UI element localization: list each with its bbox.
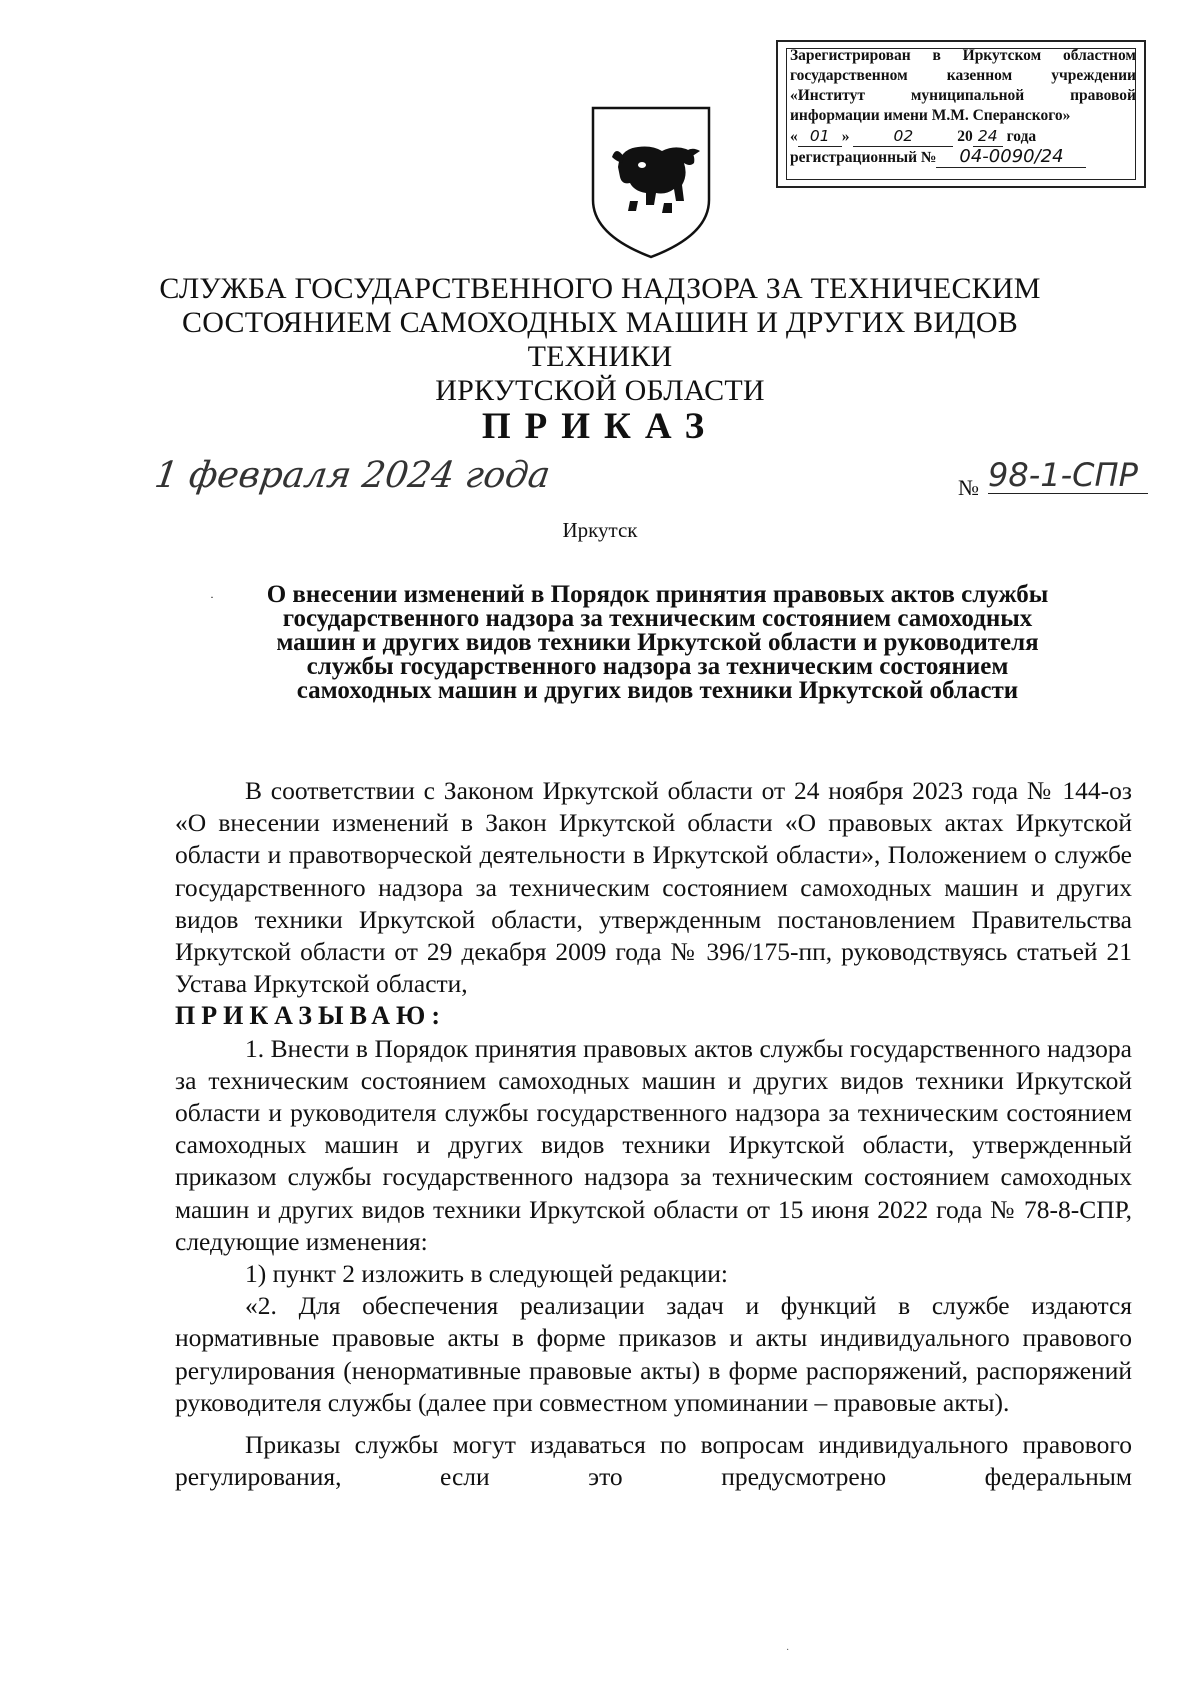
- agency-line-3: ИРКУТСКОЙ ОБЛАСТИ: [435, 374, 765, 407]
- stamp-line-4: информации имени М.М. Сперанского»: [790, 107, 1071, 124]
- city-name: Иркутск: [562, 518, 638, 542]
- subject-line-3: машин и других видов техники Иркутской области и руководителя: [276, 629, 1039, 656]
- scan-mark: ·: [210, 590, 214, 604]
- subject-line-4: службы государственного надзора за техническим состоянием: [306, 653, 1009, 680]
- stamp-reg-label: регистрационный №: [790, 149, 937, 166]
- scan-speck: ·: [786, 1645, 790, 1656]
- subject-line-2: государственного надзора за техническим состоянием самоходных: [282, 605, 1033, 632]
- agency-line-1: СЛУЖБА ГОСУДАРСТВЕННОГО НАДЗОРА ЗА ТЕХНИЧЕСКИМ: [159, 272, 1041, 305]
- stamp-line-2: государственном казенном учреждении: [790, 67, 1136, 84]
- document-body: [175, 775, 1132, 1493]
- stamp-line-3: «Институт муниципальной правовой: [790, 87, 1136, 104]
- subject-line-5: самоходных машин и других видов техники Иркутской области: [296, 677, 1019, 704]
- stamp-date-month: 02: [853, 126, 953, 147]
- stamp-year-label: года: [1006, 128, 1037, 145]
- stamp-year-suffix: 24: [973, 126, 1003, 147]
- handwritten-number: 98-1-СПР: [988, 457, 1148, 494]
- preamble-paragraph: В соответствии с Законом Иркутской области от 24 ноября 2023 года № 144-оз «О внесении изменений в Закон Иркутской области «О правовых актах Иркутской области и правотворческой деятельности в Иркутской области», Положением о службе государственного надзора за техническим состоянием самоходных машин и других видов техники Иркутской области, утвержденным постановлением Правительства Иркутской области от 29 декабря 2009 года № 396/175-пп, руководствуясь статьей 21 Устава Иркутской области,: [175, 776, 1132, 999]
- stamp-reg-row: [790, 147, 1136, 168]
- agency-line-2: СОСТОЯНИЕМ САМОХОДНЫХ МАШИН И ДРУГИХ ВИДОВ ТЕХНИКИ: [182, 306, 1018, 373]
- registration-stamp: [776, 40, 1146, 188]
- stamp-year-prefix: 20: [957, 128, 973, 145]
- item-1-paragraph: 1. Внести в Порядок принятия правовых актов службы государственного надзора за техническим состоянием самоходных машин и других видов техники Иркутской области и руководителя службы государственного надзора за техническим состоянием самоходных машин и других видов техники Иркутской области, утвержденный приказом службы государственного надзора за техническим состоянием самоходных машин и других видов техники Иркутской области от 15 июня 2022 года № 78-8-СПР, следующие изменения:: [175, 1033, 1132, 1256]
- stamp-date-day: 01: [798, 126, 842, 147]
- subitem-1-paragraph: 1) пункт 2 изложить в следующей редакции:: [245, 1259, 728, 1289]
- document-type-title: ПРИКАЗ: [481, 406, 719, 447]
- stamp-date-row: « 01 » 02 20 24 года: [790, 127, 1037, 145]
- last-paragraph: Приказы службы могут издаваться по вопросам индивидуального правового регулирования, если это предусмотрено федеральным: [175, 1430, 1132, 1492]
- subject-line-1: О внесении изменений в Порядок принятия правовых актов службы: [266, 581, 1049, 608]
- quoted-point-2-paragraph: «2. Для обеспечения реализации задач и функций в службе издаются нормативные правовые акты в форме приказов и акты индивидуального правового регулирования (ненормативные правовые акты) в форме распоряжений, распоряжений руководителя службы (далее при совместном упоминании – правовые акты).: [175, 1291, 1132, 1417]
- coat-of-arms-icon: [590, 105, 712, 260]
- handwritten-date: 1 февраля 2024 года: [152, 455, 553, 496]
- stamp-text: [790, 46, 1136, 168]
- stamp-line-1: Зарегистрирован в Иркутском областном: [790, 47, 1136, 64]
- agency-name: [120, 272, 1080, 408]
- number-label: №: [958, 475, 979, 500]
- order-word: ПРИКАЗЫВАЮ:: [175, 1001, 446, 1031]
- document-subject: [200, 583, 1115, 703]
- stamp-reg-number: 04-0090/24: [936, 147, 1086, 168]
